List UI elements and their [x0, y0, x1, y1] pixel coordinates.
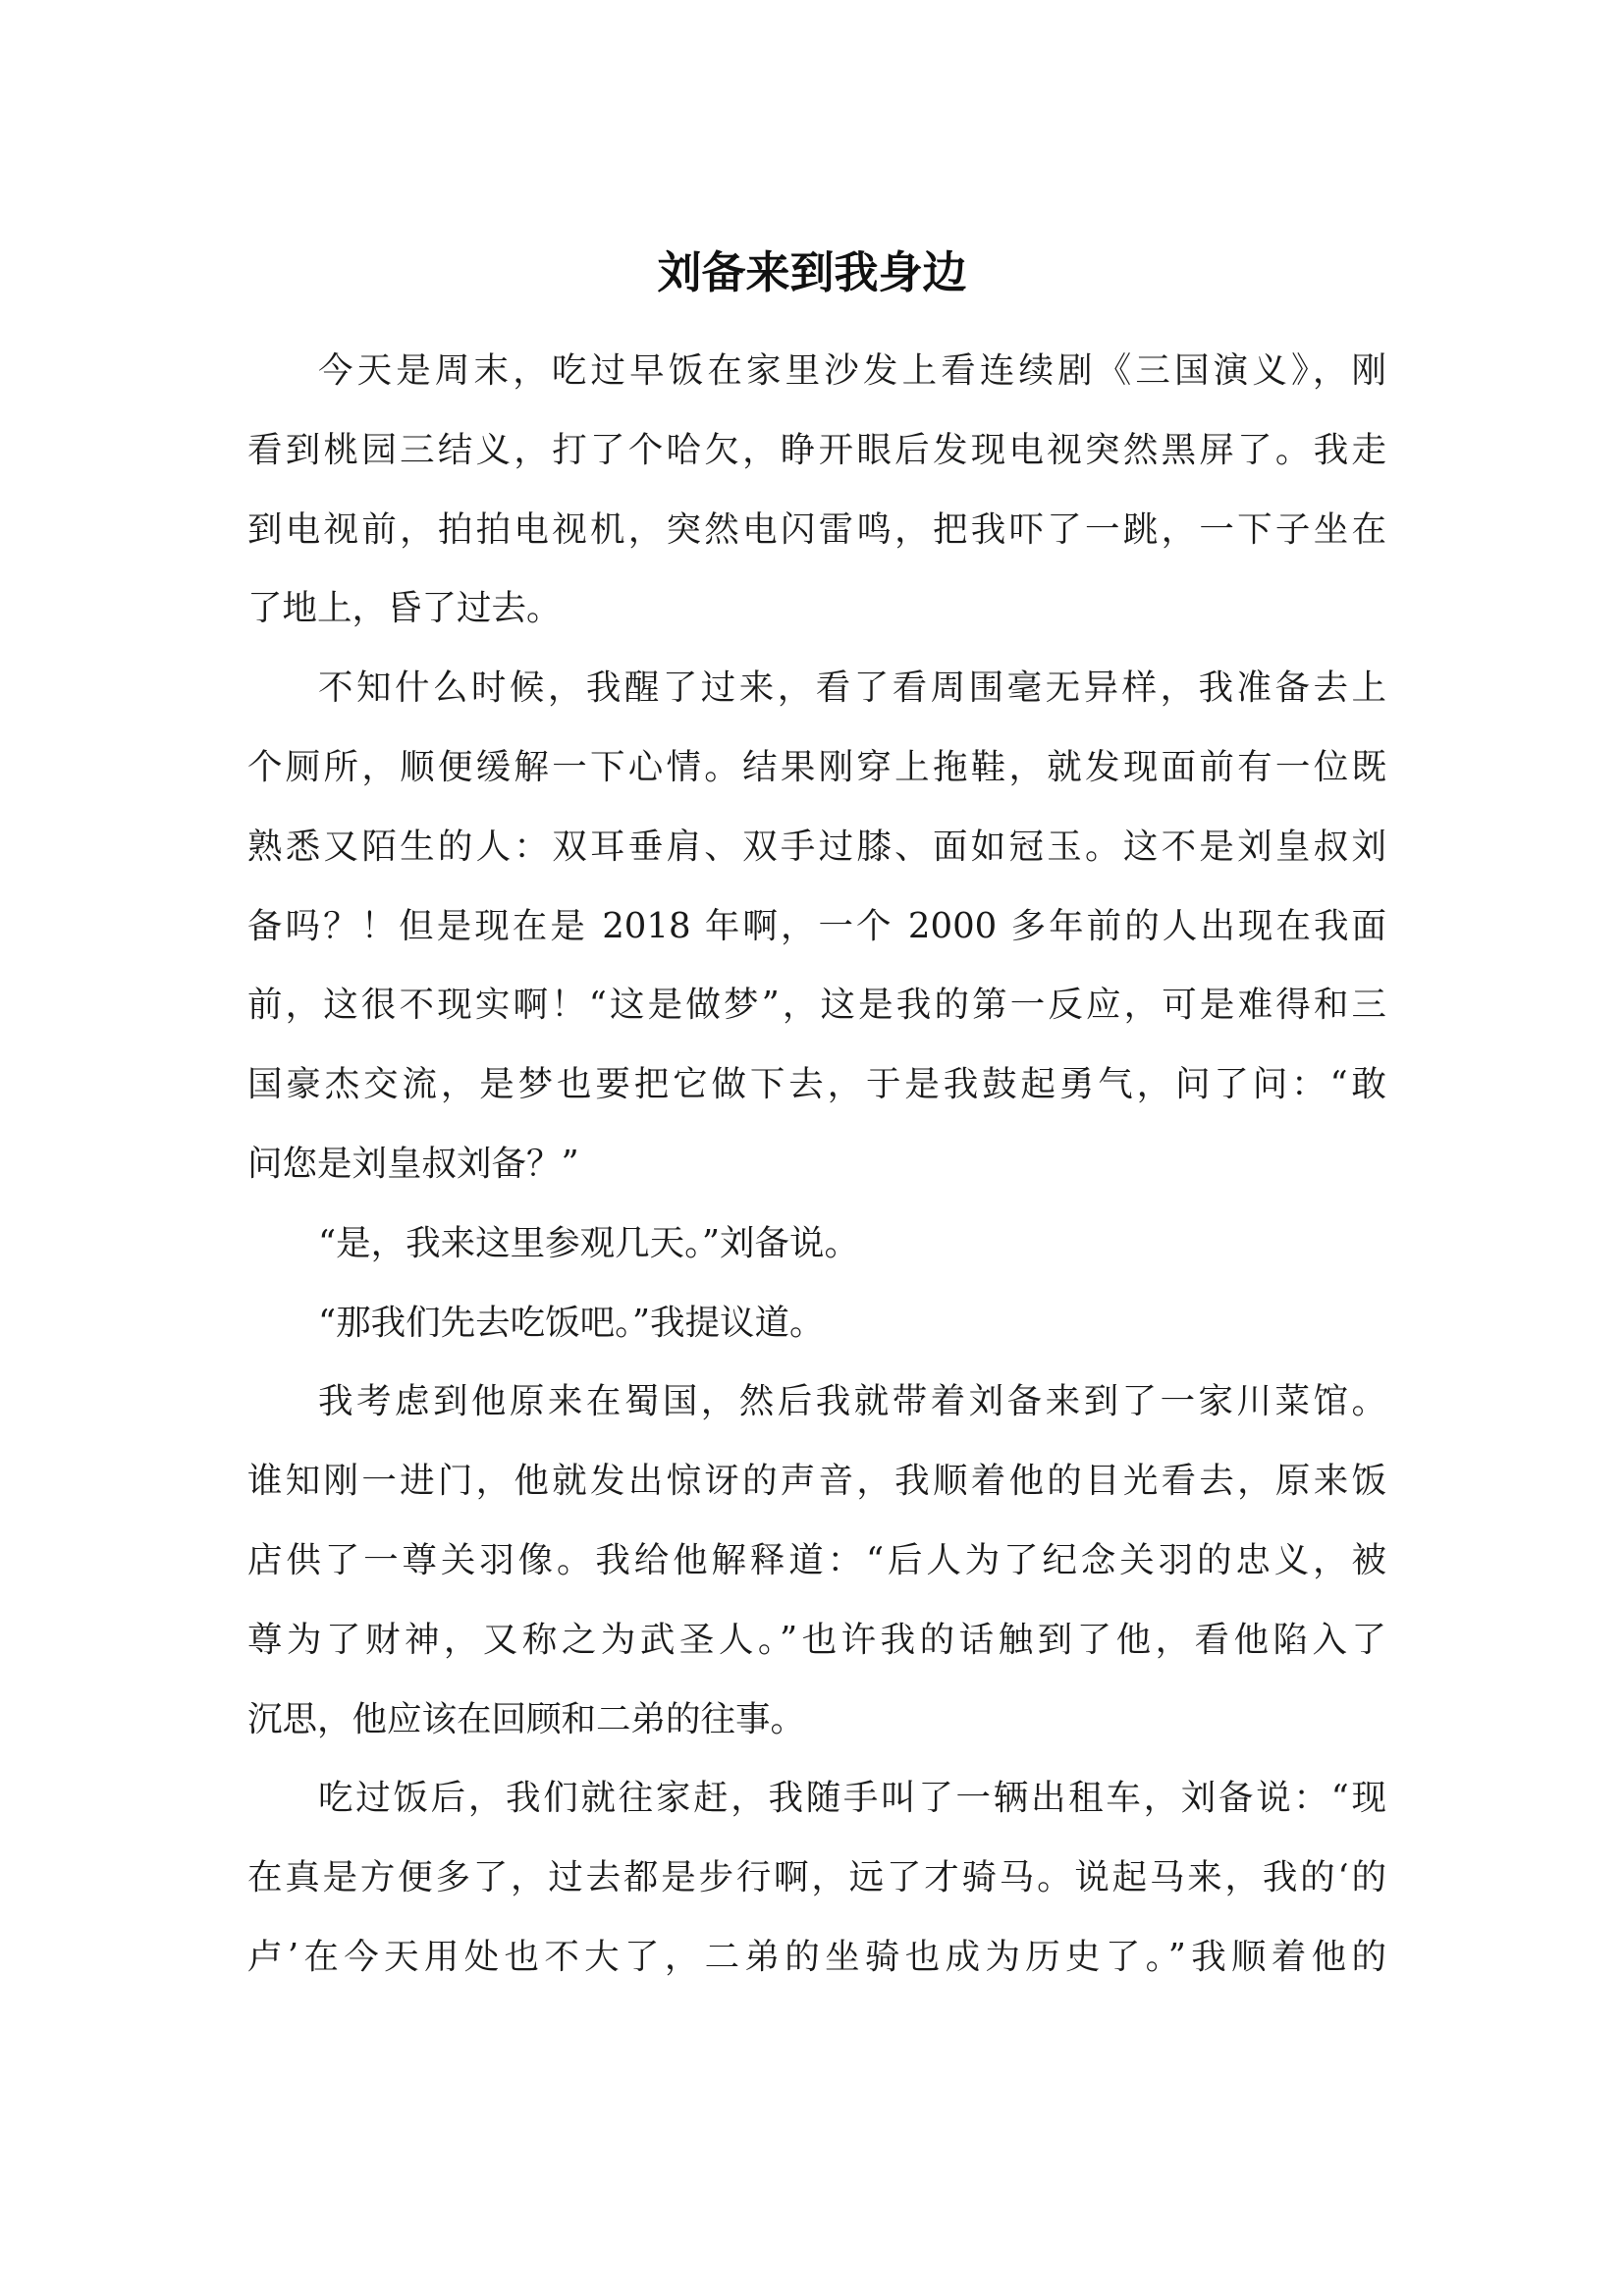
paragraph-2-line-1: 不知什么时候，我醒了过来，看了看周围毫无异样，我准备去上 [318, 667, 1386, 709]
paragraph-1-line-3: 到电视前，拍拍电视机，突然电闪雷鸣，把我吓了一跳，一下子坐在 [247, 508, 1386, 550]
paragraph-5-line-1: 我考虑到他原来在蜀国，然后我就带着刘备来到了一家川菜馆。 [318, 1381, 1386, 1422]
paragraph-1-line-4: 了地上，昏了过去。 [247, 588, 562, 629]
paragraph-2-line-6: 国豪杰交流，是梦也要把它做下去，于是我鼓起勇气，问了问：“敢 [247, 1064, 1386, 1105]
paragraph-5-line-2: 谁知刚一进门，他就发出惊讶的声音，我顺着他的目光看去，原来饭 [247, 1461, 1386, 1502]
paragraph-5-line-3: 店供了一尊关羽像。我给他解释道：“后人为了纪念关羽的忠义，被 [247, 1539, 1386, 1580]
paragraph-1-line-2: 看到桃园三结义，打了个哈欠，睁开眼后发现电视突然黑屏了。我走 [247, 429, 1386, 470]
paragraph-2-line-3: 熟悉又陌生的人：双耳垂肩、双手过膝、面如冠玉。这不是刘皇叔刘 [247, 826, 1386, 867]
paragraph-2-line-5: 前，这很不现实啊！“这是做梦”，这是我的第一反应，可是难得和三 [247, 985, 1386, 1026]
paragraph-5-line-4: 尊为了财神，又称之为武圣人。”也许我的话触到了他，看他陷入了 [247, 1619, 1386, 1660]
paragraph-6-line-2: 在真是方便多了，过去都是步行啊，远了才骑马。说起马来，我的‘的 [247, 1857, 1386, 1898]
paragraph-1-line-1: 今天是周末，吃过早饭在家里沙发上看连续剧《三国演义》，刚 [318, 350, 1386, 391]
paragraph-2-line-4: 备吗？！但是现在是 2018 年啊，一个 2000 多年前的人出现在我面 [247, 905, 1386, 946]
paragraph-2-line-2: 个厕所，顺便缓解一下心情。结果刚穿上拖鞋，就发现面前有一位既 [247, 746, 1386, 787]
paragraph-2-line-7: 问您是刘皇叔刘备？” [247, 1143, 579, 1184]
paragraph-4-line-1: “那我们先去吃饭吧。”我提议道。 [318, 1302, 825, 1343]
paragraph-6-line-3: 卢’在今天用处也不大了，二弟的坐骑也成为历史了。”我顺着他的 [247, 1936, 1386, 1977]
paragraph-3-line-1: “是，我来这里参观几天。”刘备说。 [318, 1222, 860, 1263]
document-body [247, 332, 1386, 1998]
paragraph-5-line-5: 沉思，他应该在回顾和二弟的往事。 [247, 1698, 806, 1739]
document-title: 刘备来到我身边 [657, 246, 967, 298]
paragraph-6-line-1: 吃过饭后，我们就往家赶，我随手叫了一辆出租车，刘备说：“现 [318, 1778, 1386, 1819]
